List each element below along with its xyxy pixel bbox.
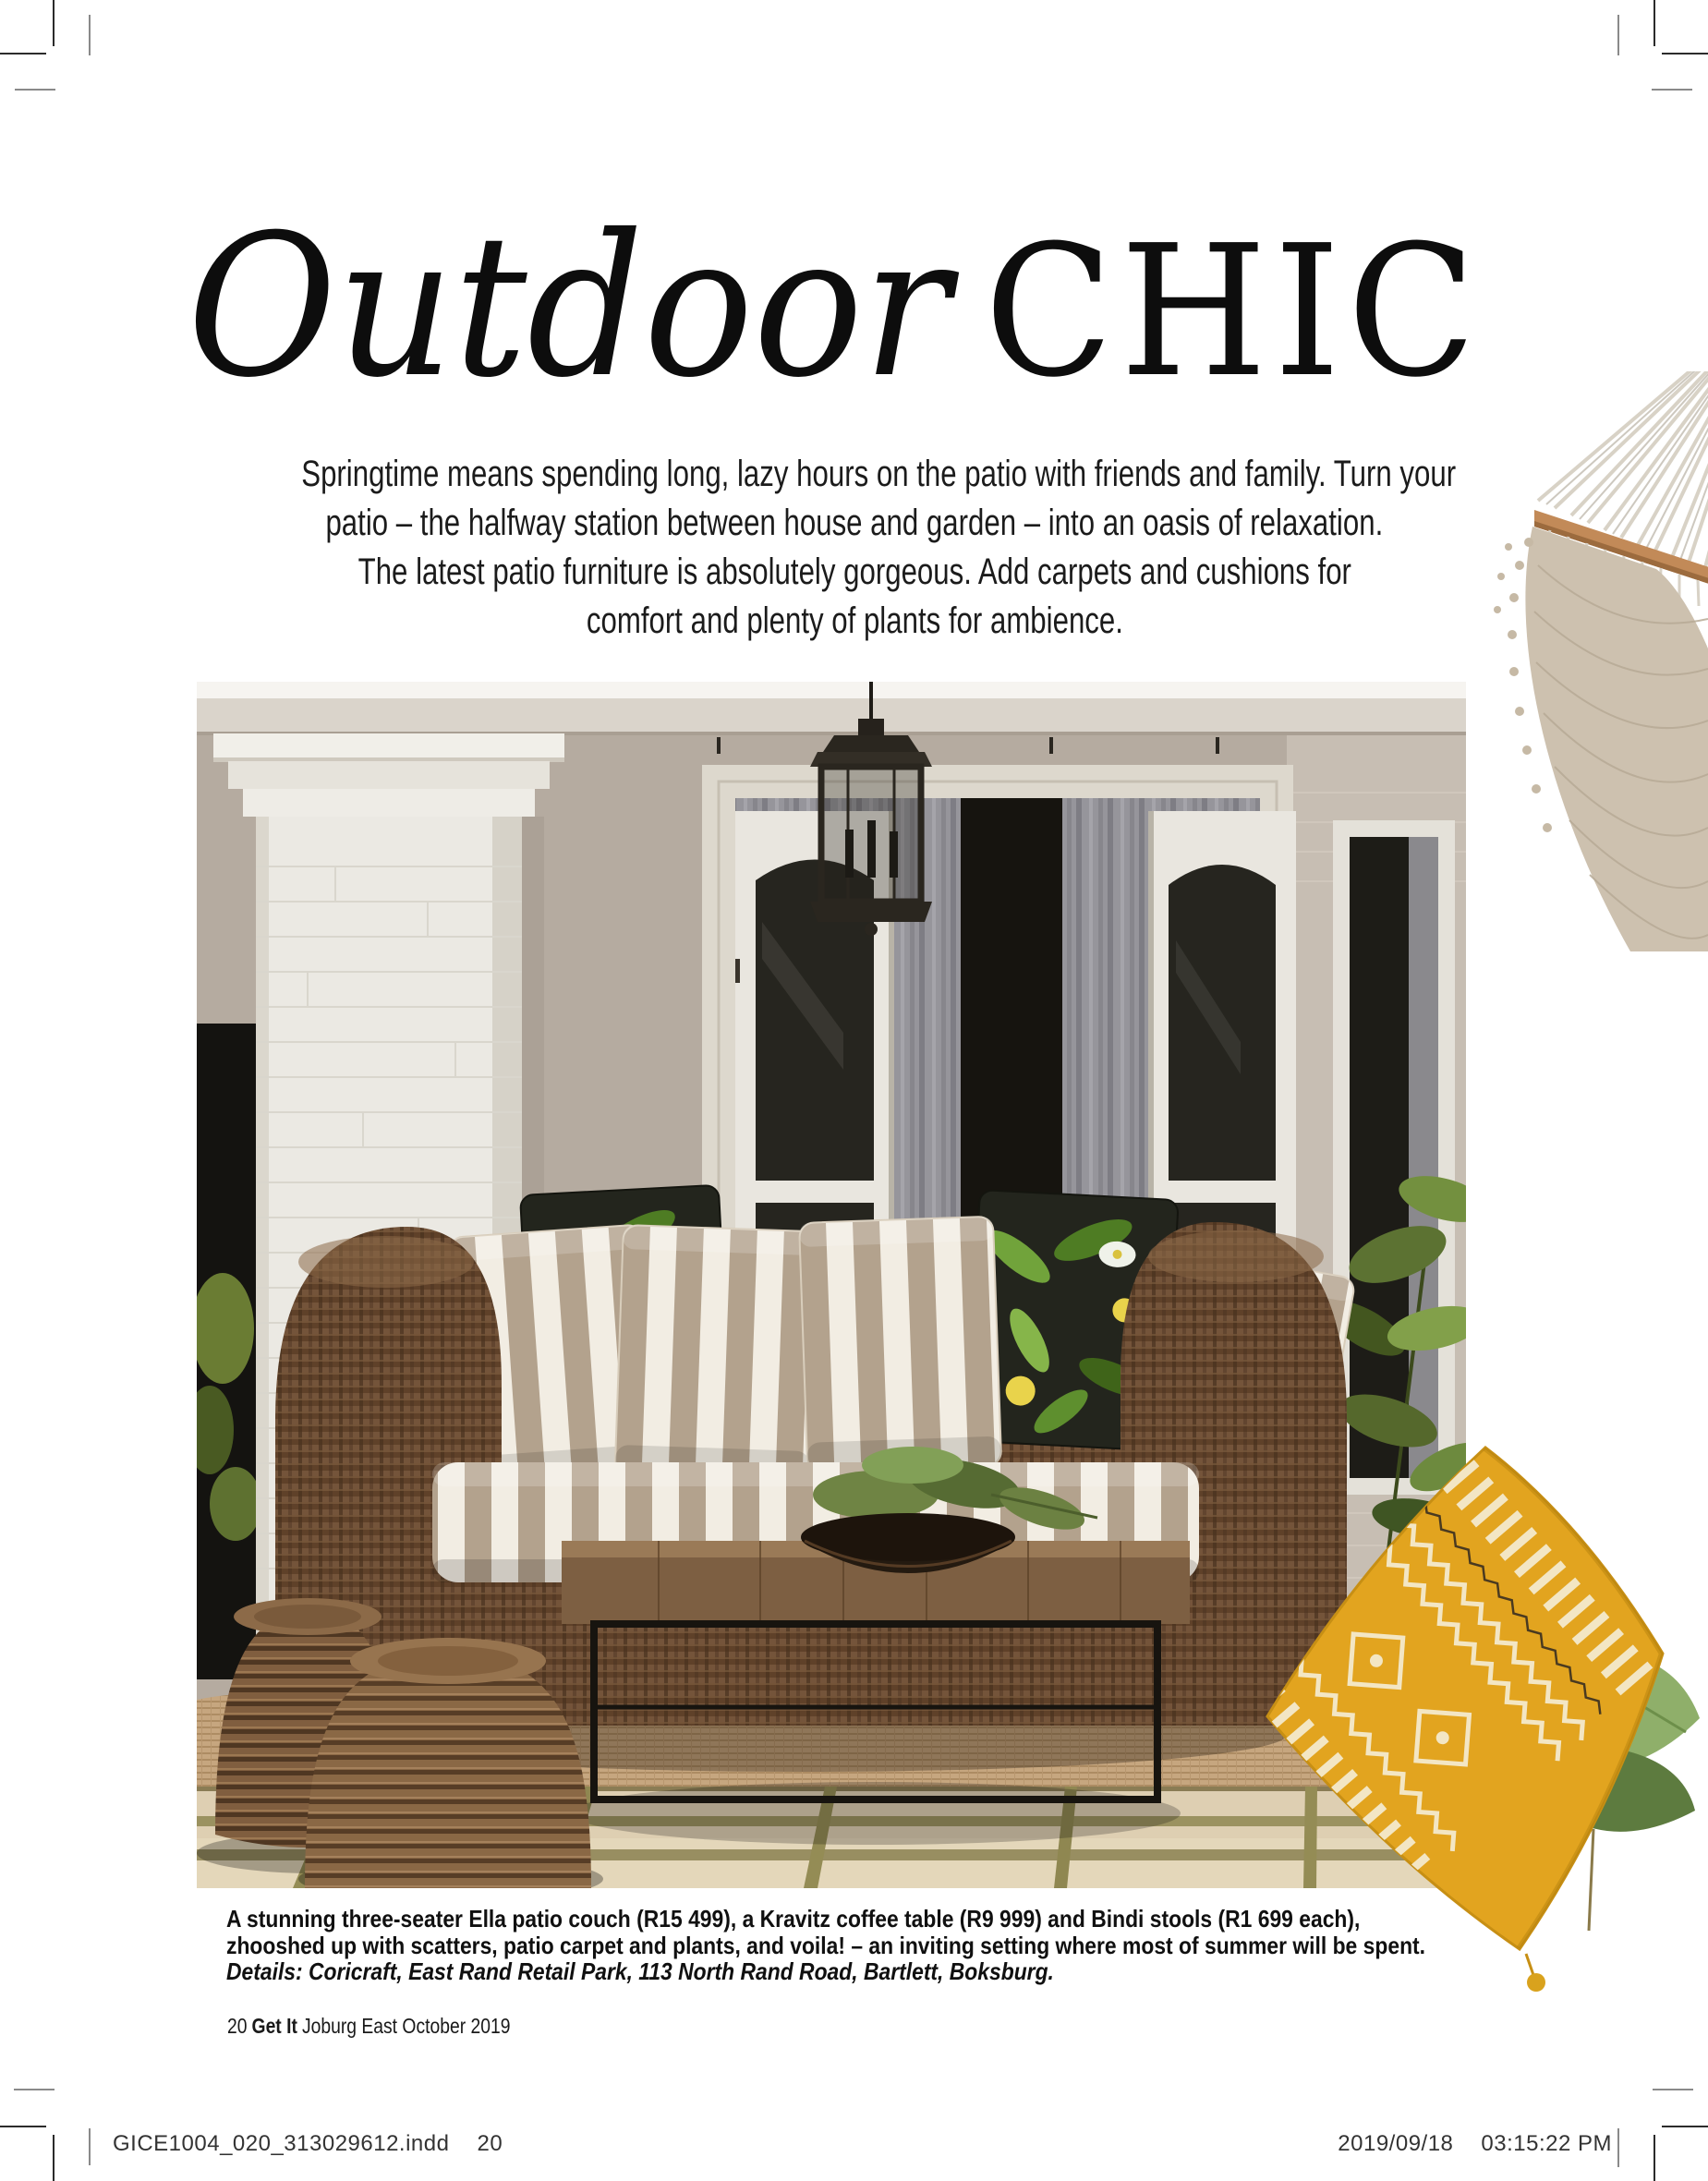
intro-line: patio – the halfway station between house and garden – into an oasis of relaxation.: [325, 503, 1384, 543]
slug-date: 2019/09/18: [1338, 2131, 1454, 2156]
intro-paragraph: [139, 450, 1570, 646]
footer-issue: Joburg East October 2019: [301, 2014, 511, 2038]
photo-caption: [226, 1906, 1589, 1985]
footer-page-number: 20: [227, 2014, 248, 2038]
caption-details: Details: Coricraft, East Rand Retail Park, 113 North Rand Road, Bartlett, Boksburg.: [226, 1957, 1054, 1985]
slug-filename: GICE1004_020_313029612.indd: [113, 2131, 450, 2156]
page-footer: [227, 2014, 510, 2039]
slug-page: 20: [477, 2131, 503, 2156]
slug-filename-line: [113, 2131, 503, 2157]
caption-line: zhooshed up with scatters, patio carpet and plants, and voila! – an inviting setting where most of summer will be spent.: [226, 1931, 1426, 1959]
striped-cushion: [799, 1217, 1001, 1472]
left-window: [197, 1024, 261, 1679]
footer-brand: Get It: [251, 2014, 297, 2038]
right-window: [1333, 820, 1455, 1495]
title-italic-word: Outdoor: [187, 192, 951, 420]
intro-line: The latest patio furniture is absolutely gorgeous. Add carpets and cushions for: [357, 551, 1351, 592]
slug-time: 03:15:22 PM: [1481, 2131, 1612, 2156]
intro-line: Springtime means spending long, lazy hours on the patio with friends and family. Turn your: [301, 454, 1457, 494]
intro-line: comfort and plenty of plants for ambience.: [586, 600, 1123, 641]
title-caps-word: CHIC: [984, 207, 1484, 418]
cushion-body: [1267, 1448, 1663, 1949]
caption-line: A stunning three-seater Ella patio couch (R15 499), a Kravitz coffee table (R9 999) and Bindi stools (R1 699 each),: [226, 1905, 1361, 1933]
striped-cushion: [615, 1225, 818, 1481]
slug-timestamp-line: [1338, 2131, 1612, 2157]
hammock-image: [1481, 371, 1708, 963]
page-title: [139, 192, 1484, 420]
